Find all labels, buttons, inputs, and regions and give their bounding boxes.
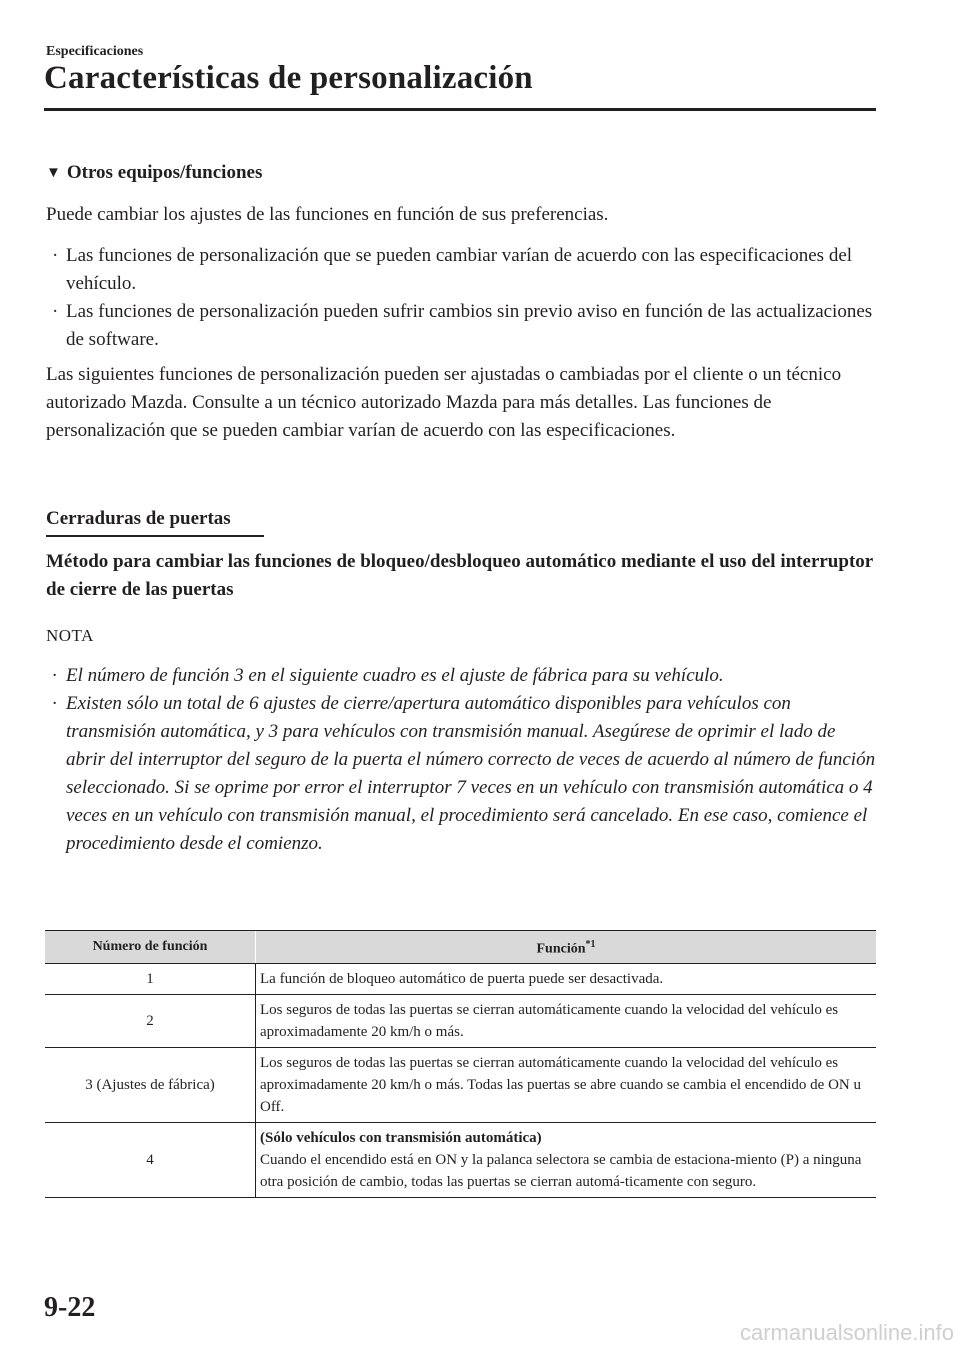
footnote-marker: *1 <box>585 938 596 950</box>
function-description: Los seguros de todas las puertas se cierran automáticamente cuando la velocidad del vehículo es aproximadamente 20 km/h o más. <box>256 995 877 1048</box>
sub-heading <box>46 162 262 184</box>
page-title: Características de personalización <box>44 60 533 96</box>
note-bullet-list <box>46 662 876 858</box>
intro-paragraph: Puede cambiar los ajustes de las funciones en función de sus preferencias. <box>46 204 609 225</box>
table-row <box>45 964 876 995</box>
table-row <box>45 1048 876 1123</box>
door-locks-heading: Cerraduras de puertas <box>46 508 231 529</box>
list-item: · Las funciones de personalización pueden sufrir cambios sin previo aviso en función de las actualizaciones de software. <box>46 298 876 354</box>
table-row <box>45 1123 876 1198</box>
function-number: 4 <box>45 1123 256 1198</box>
bullet-icon: · <box>52 245 59 266</box>
function-number: 3 (Ajustes de fábrica) <box>45 1048 256 1123</box>
list-item: · Existen sólo un total de 6 ajustes de cierre/apertura automático disponibles para vehículos con transmisión automática, y 3 para vehículos con transmisión manual. Asegúrese de oprimir el lado de abrir del interruptor del seguro de la puerta el número correcto de veces de acuerdo al número de función seleccionado. Si se oprime por error el interruptor 7 veces en un vehículo con transmisión automática o 4 veces en un vehículo con transmisión manual, el procedimiento será cancelado. En ese caso, comience el procedimiento desde el comienzo. <box>46 690 876 858</box>
sub-heading-text: Otros equipos/funciones <box>66 162 263 183</box>
method-heading: Método para cambiar las funciones de bloqueo/desbloqueo automático mediante el uso del interruptor de cierre de las puertas <box>46 551 873 600</box>
function-number: 1 <box>45 964 256 995</box>
title-divider <box>44 108 876 111</box>
table-header-row <box>45 931 876 964</box>
function-number: 2 <box>45 995 256 1048</box>
table-row <box>45 995 876 1048</box>
function-table <box>45 930 876 1198</box>
watermark-link[interactable]: carmanualsonline.info <box>739 1320 954 1345</box>
triangle-down-icon: ▼ <box>46 165 61 181</box>
function-description: (Sólo vehículos con transmisión automática) Cuando el encendido está en ON y la palanca selectora se cambia de estaciona-miento (P) a ninguna otra posición de cambio, todas las puertas se cierran automá-ticamente con seguro. <box>256 1123 877 1198</box>
bullet-icon: · <box>52 693 57 714</box>
column-header-number: Número de función <box>45 931 256 964</box>
function-description: Los seguros de todas las puertas se cierran automáticamente cuando la velocidad del vehículo es aproximadamente 20 km/h o más. Todas las puertas se abre cuando se cambia el encendido de ON u Off. <box>256 1048 877 1123</box>
heading-underline <box>46 535 264 537</box>
function-description: La función de bloqueo automático de puerta puede ser desactivada. <box>256 964 877 995</box>
section-label: Especificaciones <box>46 44 144 59</box>
note-label: NOTA <box>46 626 94 645</box>
list-item: · El número de función 3 en el siguiente cuadro es el ajuste de fábrica para su vehículo. <box>46 662 876 690</box>
page-number: 9-22 <box>44 1292 96 1323</box>
bullet-icon: · <box>52 665 57 686</box>
intro-bullet-list <box>46 242 876 354</box>
bullet-icon: · <box>52 301 59 322</box>
column-header-function: Función$^{*1}$ <box>256 931 877 964</box>
list-item: · Las funciones de personalización que se pueden cambiar varían de acuerdo con las especificaciones del vehículo. <box>46 242 876 298</box>
body-paragraph: Las siguientes funciones de personalización pueden ser ajustadas o cambiadas por el cliente o un técnico autorizado Mazda. Consulte a un técnico autorizado Mazda para más detalles. Las funciones de personalización que se pueden cambiar varían de acuerdo con las especificaciones. <box>46 364 842 441</box>
function-qualifier: (Sólo vehículos con transmisión automática) <box>260 1130 542 1146</box>
